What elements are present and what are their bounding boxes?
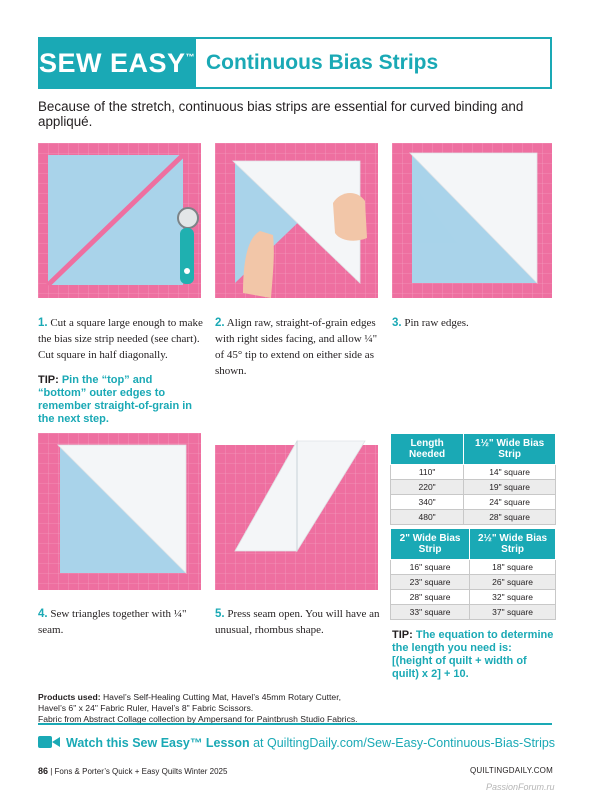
step-1-text: Cut a square large enough to make the bias size strip needed (see chart). Cut square in half diagonally. [38, 317, 203, 361]
watch-lesson-url[interactable]: at QuiltingDaily.com/Sew-Easy-Continuous-Bias-Strips [249, 736, 556, 750]
page-title: Continuous Bias Strips [206, 51, 439, 74]
bias-table-2 [390, 528, 556, 620]
step-3-number: 3. [392, 317, 402, 329]
tip-2-text: The equation to determine the length you need is: [(height of quilt + width of quilt) x 2] + 10. [392, 629, 554, 680]
table-row [391, 495, 556, 510]
step-3-text: Pin raw edges. [404, 317, 469, 329]
tip-2-label: TIP: [392, 629, 413, 641]
table-cell: 14" square [464, 465, 556, 480]
table-cell: 16" square [391, 560, 470, 575]
tip-1-label: TIP: [38, 374, 59, 386]
table1-header-length: Length Needed [391, 434, 464, 465]
watch-lesson-link[interactable] [66, 736, 555, 750]
table-row [391, 575, 556, 590]
table-row [391, 605, 556, 620]
footer-site: QUILTINGDAILY.COM [470, 766, 553, 775]
step-2-text: Align raw, straight-of-grain edges with right sides facing, and allow ¼" of 45° tip to extend on either side as shown. [215, 317, 378, 377]
products-used [38, 692, 358, 725]
photo-step-5 [215, 433, 378, 590]
step-4-number: 4. [38, 608, 48, 620]
table-cell: 23" square [391, 575, 470, 590]
table-cell: 33" square [391, 605, 470, 620]
trademark: ™ [185, 52, 196, 62]
page-footer [38, 766, 227, 776]
step-3 [392, 315, 552, 331]
intro-text: Because of the stretch, continuous bias strips are essential for curved binding and appliqué. [38, 99, 524, 129]
table-cell: 110" [391, 465, 464, 480]
photo-step-4 [38, 433, 201, 590]
table-cell: 340" [391, 495, 464, 510]
video-camera-icon[interactable] [38, 735, 60, 749]
watch-divider [38, 723, 552, 725]
table-row [391, 560, 556, 575]
table-cell: 26" square [470, 575, 556, 590]
table-cell: 19" square [464, 480, 556, 495]
brand-block [38, 37, 196, 89]
table-cell: 220" [391, 480, 464, 495]
fabric-credit: Fabric from Abstract Collage collection by Ampersand for Paintbrush Studio Fabrics. [38, 714, 358, 724]
table-row [391, 510, 556, 525]
watermark: PassionForum.ru [486, 782, 555, 792]
bias-chart-2 [390, 528, 556, 620]
brand-name: SEW EASY [38, 48, 186, 78]
table-cell: 480" [391, 510, 464, 525]
photo-step-3 [392, 143, 552, 298]
step-2-number: 2. [215, 317, 225, 329]
table-cell: 24" square [464, 495, 556, 510]
products-text: Havel’s Self-Healing Cutting Mat, Havel’s 45mm Rotary Cutter, Havel’s 6" x 24" Fabric Ruler, Havel’s 8" Fabric Scissors. [38, 692, 341, 713]
step-4-text: Sew triangles together with ¼" seam. [38, 608, 187, 636]
table-row [391, 480, 556, 495]
table-cell: 32" square [470, 590, 556, 605]
table2-header-2-5: 2½" Wide Bias Strip [470, 529, 556, 560]
step-5-number: 5. [215, 608, 225, 620]
table-row [391, 465, 556, 480]
footer-publication: | Fons & Porter’s Quick + Easy Quilts Winter 2025 [48, 767, 228, 776]
step-5 [215, 606, 380, 638]
table-cell: 18" square [470, 560, 556, 575]
step-2 [215, 315, 380, 379]
bias-table-1 [390, 433, 556, 525]
tip-2 [392, 629, 554, 681]
table-cell: 28" square [391, 590, 470, 605]
step-4 [38, 606, 203, 638]
products-label: Products used: [38, 692, 101, 702]
step-1-number: 1. [38, 317, 48, 329]
step-5-text: Press seam open. You will have an unusual, rhombus shape. [215, 608, 380, 636]
tip-1 [38, 374, 203, 426]
page-number: 86 [38, 766, 49, 776]
table2-header-2: 2" Wide Bias Strip [391, 529, 470, 560]
step-1 [38, 315, 203, 363]
table-cell: 37" square [470, 605, 556, 620]
table1-header-1-5: 1½" Wide Bias Strip [464, 434, 556, 465]
table-row [391, 590, 556, 605]
photo-step-1 [38, 143, 201, 298]
bias-chart-1 [390, 433, 556, 525]
watch-lesson-title: Watch this Sew Easy™ Lesson [66, 736, 250, 750]
tip-1-text: Pin the “top” and “bottom” outer edges to remember straight-of-grain in the next step. [38, 374, 193, 425]
table-cell: 28" square [464, 510, 556, 525]
photo-step-2 [215, 143, 378, 298]
